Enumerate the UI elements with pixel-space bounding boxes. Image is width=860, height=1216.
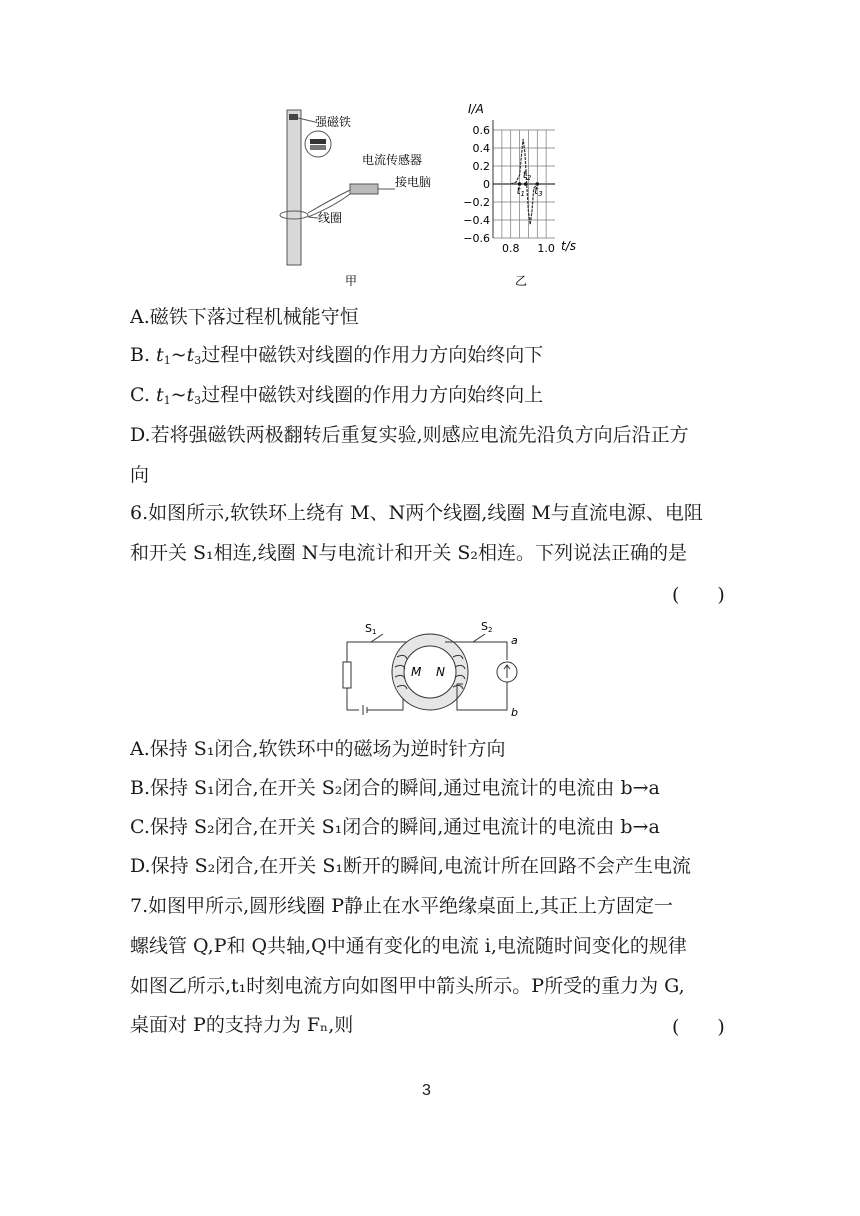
y-tick-label: −0.6 (463, 232, 490, 245)
resistor (343, 662, 351, 688)
current-curve (511, 139, 538, 225)
x-tick-label: 0.8 (501, 242, 520, 255)
q6-option-a: A.保持 S₁闭合,软铁环中的磁场为逆时针方向 (130, 738, 506, 760)
chart-xlabel: t/s (561, 239, 576, 253)
q6-option-b: B.保持 S₁闭合,在开关 S₂闭合的瞬间,通过电流计的电流由 b→a (130, 777, 660, 799)
page-number: 3 (422, 1082, 431, 1099)
q6-stem-line2: 和开关 S₁相连,线圈 N与电流计和开关 S₂相连。下列说法正确的是 (130, 542, 688, 564)
q7-answer-paren: ( ) (672, 1016, 725, 1038)
q6-option-c: C.保持 S₂闭合,在开关 S₁闭合的瞬间,通过电流计的电流由 b→a (130, 816, 660, 838)
label-sensor: 电流传感器 (362, 153, 423, 167)
q5-option-d-line2: 向 (130, 464, 150, 486)
y-tick-label: −0.2 (463, 196, 490, 209)
label-s2: S2 (481, 620, 493, 634)
label-coil-n: N (436, 665, 445, 679)
q5-option-b: B. $t_1\sim t_3$过程中磁铁对线圈的作用力方向始终向下 (130, 344, 544, 367)
q6-stem-line1: 6.如图所示,软铁环上绕有 M、N两个线圈,线圈 M与直流电源、电阻 (130, 502, 703, 524)
figure-magnet-tube (270, 100, 450, 290)
q5-option-c: C. $t_1\sim t_3$过程中磁铁对线圈的作用力方向始终向上 (130, 384, 544, 407)
q5-option-d-line1: D.若将强磁铁两极翻转后重复实验,则感应电流先沿负方向后沿正方 (130, 424, 689, 446)
label-s1: S1 (365, 622, 377, 636)
y-tick-label: 0.2 (472, 160, 490, 173)
annotation-t1: $t_1$ (516, 186, 525, 198)
chart-ylabel: I/A (468, 102, 484, 116)
current-time-chart (455, 100, 595, 290)
q7-stem-line1: 7.如图甲所示,圆形线圈 P静止在水平绝缘桌面上,其正上方固定一 (130, 895, 674, 917)
annotation-t2: $t_2$ (522, 170, 532, 182)
current-sensor-box (350, 184, 378, 194)
label-coil: 线圈 (318, 211, 343, 225)
label-a: a (511, 634, 518, 647)
q7-stem-line2: 螺线管 Q,P和 Q共轴,Q中通有变化的电流 i,电流随时间变化的规律 (130, 935, 687, 957)
y-tick-label: 0.6 (472, 124, 490, 137)
annotation-t3: $t_3$ (534, 186, 543, 198)
q6-circuit-diagram (335, 612, 525, 722)
label-coil-m: M (411, 665, 422, 679)
caption-a: 甲 (345, 274, 358, 288)
x-tick-label: 1.0 (537, 242, 555, 255)
q6-option-d: D.保持 S₂闭合,在开关 S₁断开的瞬间,电流计所在回路不会产生电流 (130, 855, 692, 877)
switch-s2 (473, 634, 485, 642)
y-tick-label: 0 (483, 178, 490, 191)
q7-stem-line3: 如图乙所示,t₁时刻电流方向如图甲中箭头所示。P所受的重力为 G, (130, 975, 685, 997)
q6-answer-paren: ( ) (672, 584, 725, 606)
label-magnet: 强磁铁 (315, 115, 352, 129)
label-b: b (511, 706, 518, 719)
label-computer: 接电脑 (395, 175, 432, 189)
caption-b: 乙 (515, 274, 528, 288)
q5-option-a: A.磁铁下落过程机械能守恒 (130, 306, 359, 328)
y-tick-label: 0.4 (472, 142, 490, 155)
q7-stem-line4: 桌面对 P的支持力为 Fₙ,则 (130, 1014, 354, 1036)
y-tick-label: −0.4 (463, 214, 490, 227)
